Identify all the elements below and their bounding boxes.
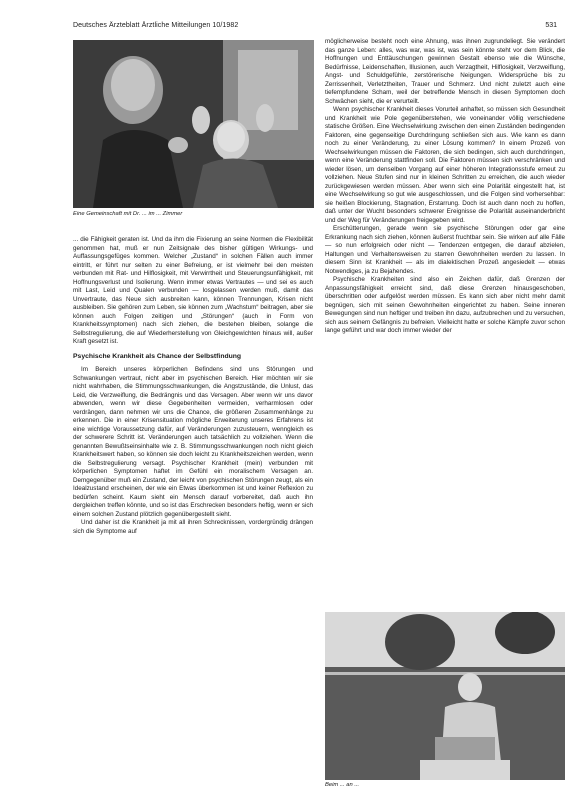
section-heading: Psychische Krankheit als Chance der Selbstfindung bbox=[73, 352, 242, 360]
left-paragraph-3: Und daher ist die Krankheit ja mit all ihren Schrecknissen, vordergründig drängen sich die Symptome auf bbox=[73, 519, 313, 535]
page-header bbox=[73, 22, 557, 34]
photo-illustration-2 bbox=[325, 612, 565, 780]
left-paragraph-1: ... die Fähigkeit geraten ist. Und da ihm die Fixierung an seine Normen die Flexibilität genommen hat, muß er nun Zeitsignale des bisher gültigen Wirkungs- und Auffassungsgefüges kommen. Welcher „Zustand“ in solchen Fällen auch immer eintritt, er führt nur selten zu einer Befreiung, er ist vielmehr bei den meisten verbunden mit Rat- und Hilflosigkeit, mit Verwirrtheit und Steuerungsunfähigkeit, mit Hoffnungsverlust und Isolierung. Wenn immer etwas Vertrautes — und sei es auch mit Last, Leid und Qualen verbunden — losgelassen werden muß, damit das Unvertraute, das Neue sich ausbreiten kann, können Trennungen, Krisen nicht ausbleiben. Sie gehören zum Leben, sie können zum „Wachstum“ beitragen, aber sie können auch Folgen zeitigen und „Störungen“ (auch in Form von Krankheitssymptomen) nach sich ziehen, die bestehen bleiben, solange die Selbstregulierung, die auf Wiederherstellung von Gleichgewichten hinaus will, außer Kraft gesetzt ist. bbox=[73, 236, 313, 345]
page-number: 531 bbox=[545, 22, 557, 29]
journal-title: Deutsches Ärzteblatt Ärztliche Mitteilungen 10/1982 bbox=[73, 22, 239, 29]
right-column bbox=[325, 38, 565, 336]
right-paragraph-2: Wenn psychischer Krankheit dieses Vorurteil anhaftet, so müssen sich Gesundheit und Krankheit wie Pole gegenüberstehen, wie voneinander völlig verschiedene statische Größen. Eine Wechselwirkung zwischen den einen Zuständen bedingenden Faktoren, eine gegenseitige Durchdringung schließen sich aus. Wie kann es dann noch zu einer Veränderung, zu einer Lösung kommen? In einem Prozeß von Wechselwirkungen müssen die Faktoren, die sich bedingen, sich auch durchdringen, wenn eine Veränderung stattfinden soll. Die Faktoren müssen sich verschränken und wieder lösen, um denselben Vorgang auf einer höheren Integrationsstufe erneut zu vollziehen. Neue Stufen sind nur in kleinen Schritten zu erreichen, die auch wieder zurückgewiesen werden müssen. Aber wenn sich eine Polarität eingestellt hat, ist eine Wechselwirkung so gut wie ausgeschlossen, und die Folgen sind vorhersehbar: sie heißen Blockierung, Stagnation, Erstarrung. Doch ist auch dann noch zu hoffen, daß unter der Wucht besonders schwerer Ereignisse die Polarität auseinanderbricht und der Weg für Veränderungen freigegeben wird. bbox=[325, 106, 565, 224]
left-column bbox=[73, 236, 313, 536]
left-paragraph-2: Im Bereich unseres körperlichen Befindens sind uns Störungen und Schwankungen vertraut, nicht aber im psychischen Bereich. Hier möchten wir sie nicht wahrhaben, die Stimmungsschwankungen, die Angstzustände, die Unlust, das Leid, die Verzweiflung, die Bedrängnis und das Versagen. Aber wenn wir uns davor abwenden, wenn wir diese Gegebenheiten vermeiden, verharmlosen oder verdrängen, dann nehmen wir uns die Chance, die größeren Zusammenhänge zu erkennen. Die in einer Krisensituation mögliche Erweiterung unseres Erfahrens ist eine wichtige Voraussetzung dafür, auf Veränderungen zuzusteuern, wenngleich es der schwerere Schritt ist. Veränderungen auch tatsächlich zu vollziehen. Wenn die genannten Bewußtseinsinhalte wie z. B. Stimmungsschwankungen noch nicht gleich Krankheitswert haben, so können sie doch leicht zu Krankheitszeichen werden, wenn die Selbstregulierung versagt. Psychischer Krankheit (mein) verbunden mit körperlichen Symptomen haftet im Gefühl ein moralischem Versagen an. Demgegenüber muß ein Zustand, der leicht von psychischen Störungen zeugt, als ein Idealzustand erscheinen, der wie ein Etwas überkommen ist und keiner Reflexion zu bedürfen scheint. Kaum sieht ein Mensch darauf vorbereitet, daß auch ihn dergleichen treffen könnte, und so ist das Erschrecken besonders heftig, wenn er sich einem solchen Zustand plötzlich gegenübergestellt sieht. bbox=[73, 366, 313, 518]
photo-two-people-laughing bbox=[73, 40, 314, 208]
photo2-caption: Beim ... an ... bbox=[325, 782, 360, 788]
photo1-caption: Eine Gemeinschaft mit Dr. ... im ... Zimmer bbox=[73, 211, 183, 217]
right-paragraph-4: Psychische Krankheiten sind also ein Zeichen dafür, daß Grenzen der Anpassungsfähigkeit erreicht sind, daß diese Grenzen hinausgeschoben, überschritten oder aufgelöst werden müssen. Es kann sich aber nicht mehr damit begnügen, sich mit seinen Gewohnheiten eingerichtet zu haben. Seine inneren Bewegungen sind nun heftiger und treiben ihn dazu, aufzubrechen und zu versuchen, sich aus seinem Gefängnis zu befreien. Vielleicht hatte er solche Kämpfe zuvor schon lange geführt und war doch immer wieder der bbox=[325, 276, 565, 334]
right-paragraph-1: möglicherweise besteht noch eine Ahnung, was ihnen zugrundeliegt. Sie verändert das ganze Leben: alles, was war, was ist, was sein könnte steht vor dem Blick, die Hoffnungen und Enttäuschungen gewinnen Gestalt ebenso wie die Wünsche, Bedürfnisse, Leidenschaften, Illusionen, auch Verzagtheit, Hilflosigkeit, Verzweiflung, Angst- und Schuldgefühle, zerstörerische Neigungen. Widersprüche bis zu Zerrissenheit, Verletztheiten, Trauer und Schmerz. Und nicht zuletzt auch eine tiefempfundene Scham, weil der betreffende Mensch in diesen Symptomen doch Schwächen sieht, die er verurteilt. bbox=[325, 38, 565, 105]
photo-illustration bbox=[73, 40, 314, 208]
photo-woman-at-table bbox=[325, 612, 565, 780]
right-paragraph-3: Erschütterungen, gerade wenn sie psychische Störungen oder gar eine Erkrankung nach sich ziehen, können äußerst fruchtbar sein. Sie wirken auf alle Fälle — so nun erfolgreich oder nicht — Tendenzen entgegen, die darauf abzielen, Haltungen und Verhaltensweisen zu starren Gewohnheiten werden zu lassen. In diesem Sinn ist Krankheit — als im dialektischen Prozeß angesiedelt — etwas Notwendiges, ja zu Bejahendes. bbox=[325, 225, 565, 275]
